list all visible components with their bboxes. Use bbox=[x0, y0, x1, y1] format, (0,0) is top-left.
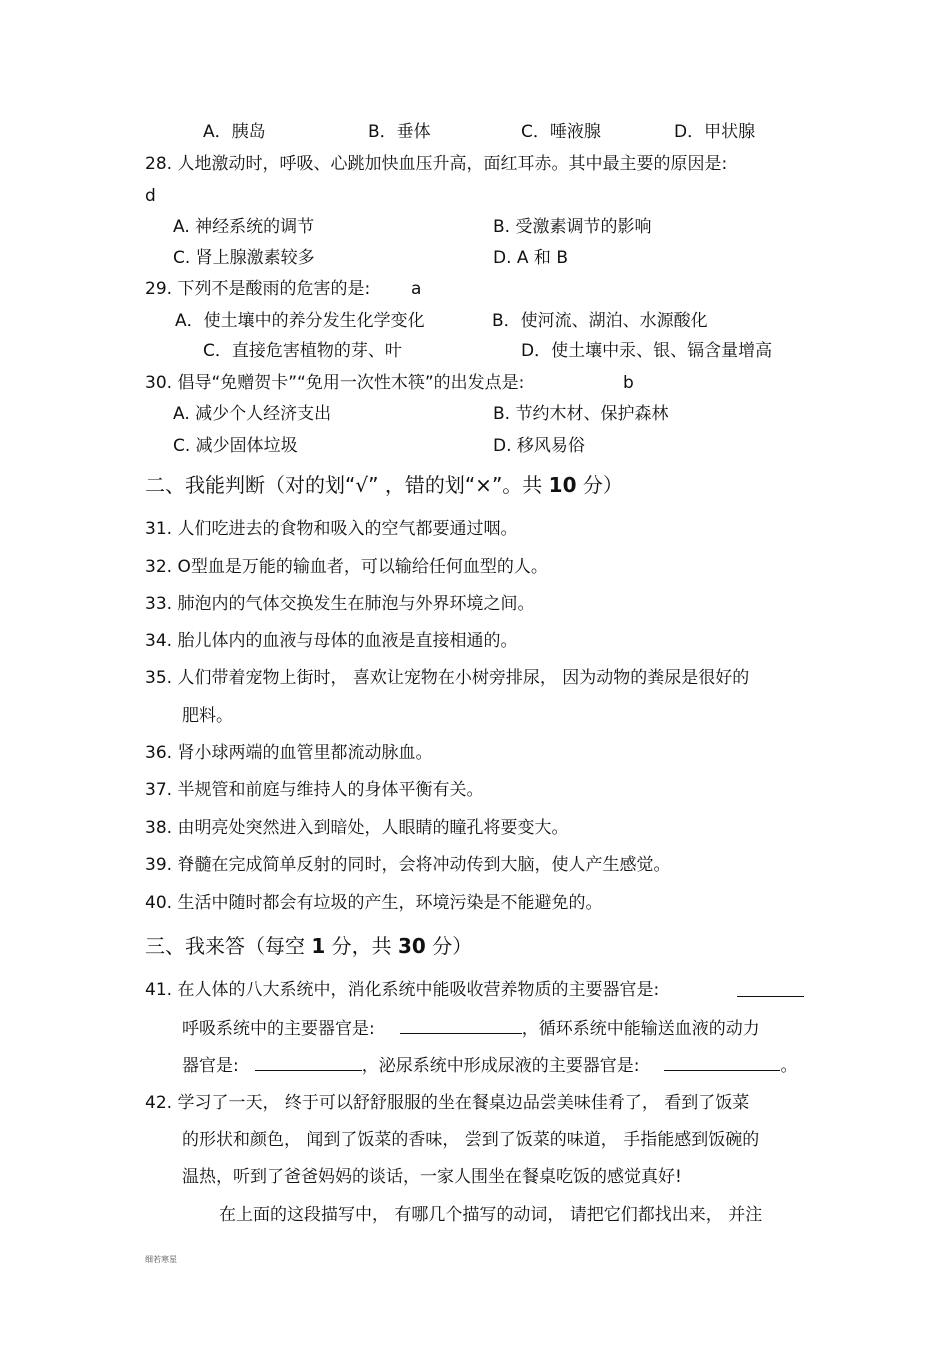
judge-item-continued: 肥料。 bbox=[182, 706, 233, 726]
section-3-heading: 三、我来答（每空 1 分，共 30 分） bbox=[145, 934, 473, 958]
q30-option-a: A. 减少个人经济支出 bbox=[173, 404, 332, 424]
q27-option-a: A．胰岛 bbox=[203, 122, 266, 142]
q28-option-d: D. A 和 B bbox=[493, 248, 568, 268]
q41-line-3: 器官是: ，泌尿系统中形成尿液的主要器官是: 。 bbox=[182, 1056, 798, 1076]
page-footer: 细若寒星 bbox=[145, 1255, 177, 1264]
q30-option-c: C. 减少固体垃圾 bbox=[173, 436, 298, 456]
q29-question: 29. 下列不是酸雨的危害的是: bbox=[145, 279, 371, 299]
q28-question: 28. 人地激动时，呼吸、心跳加快血压升高，面红耳赤。其中最主要的原因是: bbox=[145, 154, 728, 174]
q27-option-c: C．唾液腺 bbox=[521, 122, 601, 142]
q29-option-d: D．使土壤中汞、银、镉含量增高 bbox=[521, 341, 773, 361]
judge-item: 39. 脊髓在完成简单反射的同时，会将冲动传到大脑，使人产生感觉。 bbox=[145, 855, 671, 875]
q42-line-4: 在上面的这段描写中， 有哪几个描写的动词， 请把它们都找出来， 并注 bbox=[219, 1205, 763, 1225]
q27-option-b: B．垂体 bbox=[368, 122, 431, 142]
judge-item: 33. 肺泡内的气体交换发生在肺泡与外界环境之间。 bbox=[145, 594, 535, 614]
q41-line-2: 呼吸系统中的主要器官是: ，循环系统中能输送血液的动力 bbox=[182, 1019, 760, 1039]
judge-item: 38. 由明亮处突然进入到暗处，人眼睛的瞳孔将要变大。 bbox=[145, 818, 569, 838]
answer-blank[interactable] bbox=[737, 980, 804, 997]
q27-option-d: D．甲状腺 bbox=[674, 122, 756, 142]
q28-option-a: A. 神经系统的调节 bbox=[173, 217, 315, 237]
q42-line-1: 42. 学习了一天， 终于可以舒舒服服的坐在餐桌边品尝美味佳肴了， 看到了饭菜 bbox=[145, 1093, 750, 1113]
judge-item: 36. 肾小球两端的血管里都流动脉血。 bbox=[145, 743, 433, 763]
q29-option-c: C．直接危害植物的芽、叶 bbox=[203, 341, 402, 361]
section-2-heading: 二、我能判断（对的划“√” ，错的划“×”。共 10 分） bbox=[145, 473, 623, 497]
q28-answer: d bbox=[145, 186, 156, 206]
q28-option-c: C. 肾上腺激素较多 bbox=[173, 248, 315, 268]
q28-option-b: B. 受激素调节的影响 bbox=[493, 217, 652, 237]
judge-item: 37. 半规管和前庭与维持人的身体平衡有关。 bbox=[145, 780, 484, 800]
q41-line-1: 41. 在人体的八大系统中，消化系统中能吸收营养物质的主要器官是: bbox=[145, 980, 660, 1000]
judge-item: 40. 生活中随时都会有垃圾的产生，环境污染是不能避免的。 bbox=[145, 893, 603, 913]
q29-option-a: A．使土壤中的养分发生化学变化 bbox=[175, 311, 425, 331]
q29-answer: a bbox=[411, 279, 422, 299]
judge-item: 35. 人们带着宠物上街时， 喜欢让宠物在小树旁排尿， 因为动物的粪尿是很好的 bbox=[145, 668, 750, 688]
judge-item: 32. O型血是万能的输血者，可以输给任何血型的人。 bbox=[145, 557, 548, 577]
q30-answer: b bbox=[623, 373, 634, 393]
q29-option-b: B．使河流、湖泊、水源酸化 bbox=[492, 311, 708, 331]
answer-blank[interactable] bbox=[664, 1054, 780, 1071]
q30-option-d: D. 移风易俗 bbox=[493, 436, 585, 456]
q30-option-b: B. 节约木材、保护森林 bbox=[493, 404, 669, 424]
q42-line-3: 温热，听到了爸爸妈妈的谈话，一家人围坐在餐桌吃饭的感觉真好! bbox=[182, 1167, 682, 1187]
judge-item: 34. 胎儿体内的血液与母体的血液是直接相通的。 bbox=[145, 631, 518, 651]
q42-line-2: 的形状和颜色， 闻到了饭菜的香味， 尝到了饭菜的味道， 手指能感到饭碗的 bbox=[182, 1130, 760, 1150]
judge-item: 31. 人们吃进去的食物和吸入的空气都要通过咽。 bbox=[145, 519, 518, 539]
answer-blank[interactable] bbox=[255, 1054, 362, 1071]
answer-blank[interactable] bbox=[400, 1017, 522, 1034]
q30-question: 30. 倡导“免赠贺卡”“免用一次性木筷”的出发点是: bbox=[145, 373, 525, 393]
